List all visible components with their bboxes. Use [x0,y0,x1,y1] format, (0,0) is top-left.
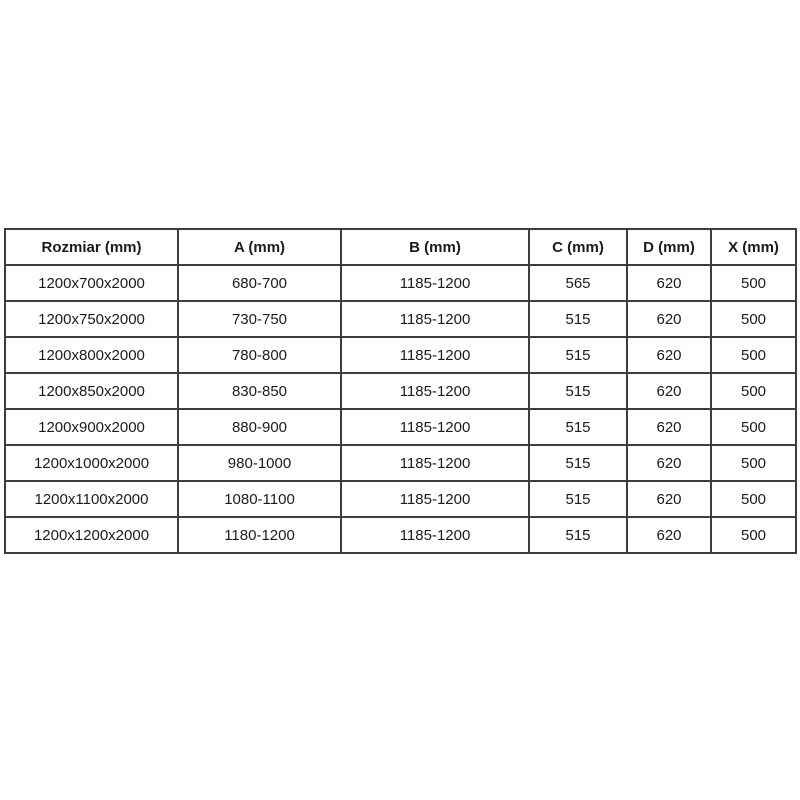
dimensions-table [4,228,797,554]
header-row [5,229,796,265]
table-cell: 1185-1200 [341,265,529,301]
table-cell: 515 [529,517,627,553]
table-cell: 565 [529,265,627,301]
table-cell: 500 [711,409,796,445]
table-cell: 620 [627,409,711,445]
column-header: Rozmiar (mm) [5,229,178,265]
table-cell: 1180-1200 [178,517,341,553]
table-cell: 830-850 [178,373,341,409]
table-cell: 500 [711,481,796,517]
table-cell: 620 [627,517,711,553]
table-cell: 515 [529,301,627,337]
table-cell: 730-750 [178,301,341,337]
table-cell: 515 [529,409,627,445]
table-cell: 1185-1200 [341,337,529,373]
table-cell: 515 [529,445,627,481]
column-header: X (mm) [711,229,796,265]
column-header: C (mm) [529,229,627,265]
table-cell: 1185-1200 [341,481,529,517]
table-body [5,265,796,553]
column-header: A (mm) [178,229,341,265]
table-cell: 1185-1200 [341,517,529,553]
table-row [5,265,796,301]
column-header: D (mm) [627,229,711,265]
table-cell: 1200x700x2000 [5,265,178,301]
table-cell: 515 [529,373,627,409]
table-cell: 1200x750x2000 [5,301,178,337]
table-cell: 620 [627,481,711,517]
table-cell: 515 [529,337,627,373]
table-row [5,481,796,517]
table-cell: 1200x1100x2000 [5,481,178,517]
table-cell: 620 [627,373,711,409]
column-header: B (mm) [341,229,529,265]
table-cell: 620 [627,301,711,337]
table-row [5,301,796,337]
table-cell: 1080-1100 [178,481,341,517]
table-cell: 880-900 [178,409,341,445]
table-cell: 500 [711,373,796,409]
table-row [5,409,796,445]
table-cell: 515 [529,481,627,517]
table-cell: 1200x1000x2000 [5,445,178,481]
table-cell: 620 [627,337,711,373]
table-cell: 500 [711,337,796,373]
table-cell: 1185-1200 [341,409,529,445]
table-cell: 620 [627,265,711,301]
table-cell: 680-700 [178,265,341,301]
table-cell: 1185-1200 [341,373,529,409]
table-cell: 1200x900x2000 [5,409,178,445]
table-cell: 500 [711,517,796,553]
table-row [5,445,796,481]
table-cell: 980-1000 [178,445,341,481]
table-cell: 1185-1200 [341,301,529,337]
table-cell: 1200x1200x2000 [5,517,178,553]
table-cell: 1200x850x2000 [5,373,178,409]
table-cell: 780-800 [178,337,341,373]
table-cell: 620 [627,445,711,481]
table-cell: 500 [711,445,796,481]
table-row [5,373,796,409]
table-cell: 1185-1200 [341,445,529,481]
table-cell: 500 [711,301,796,337]
table-row [5,337,796,373]
table-cell: 500 [711,265,796,301]
table-cell: 1200x800x2000 [5,337,178,373]
table-row [5,517,796,553]
